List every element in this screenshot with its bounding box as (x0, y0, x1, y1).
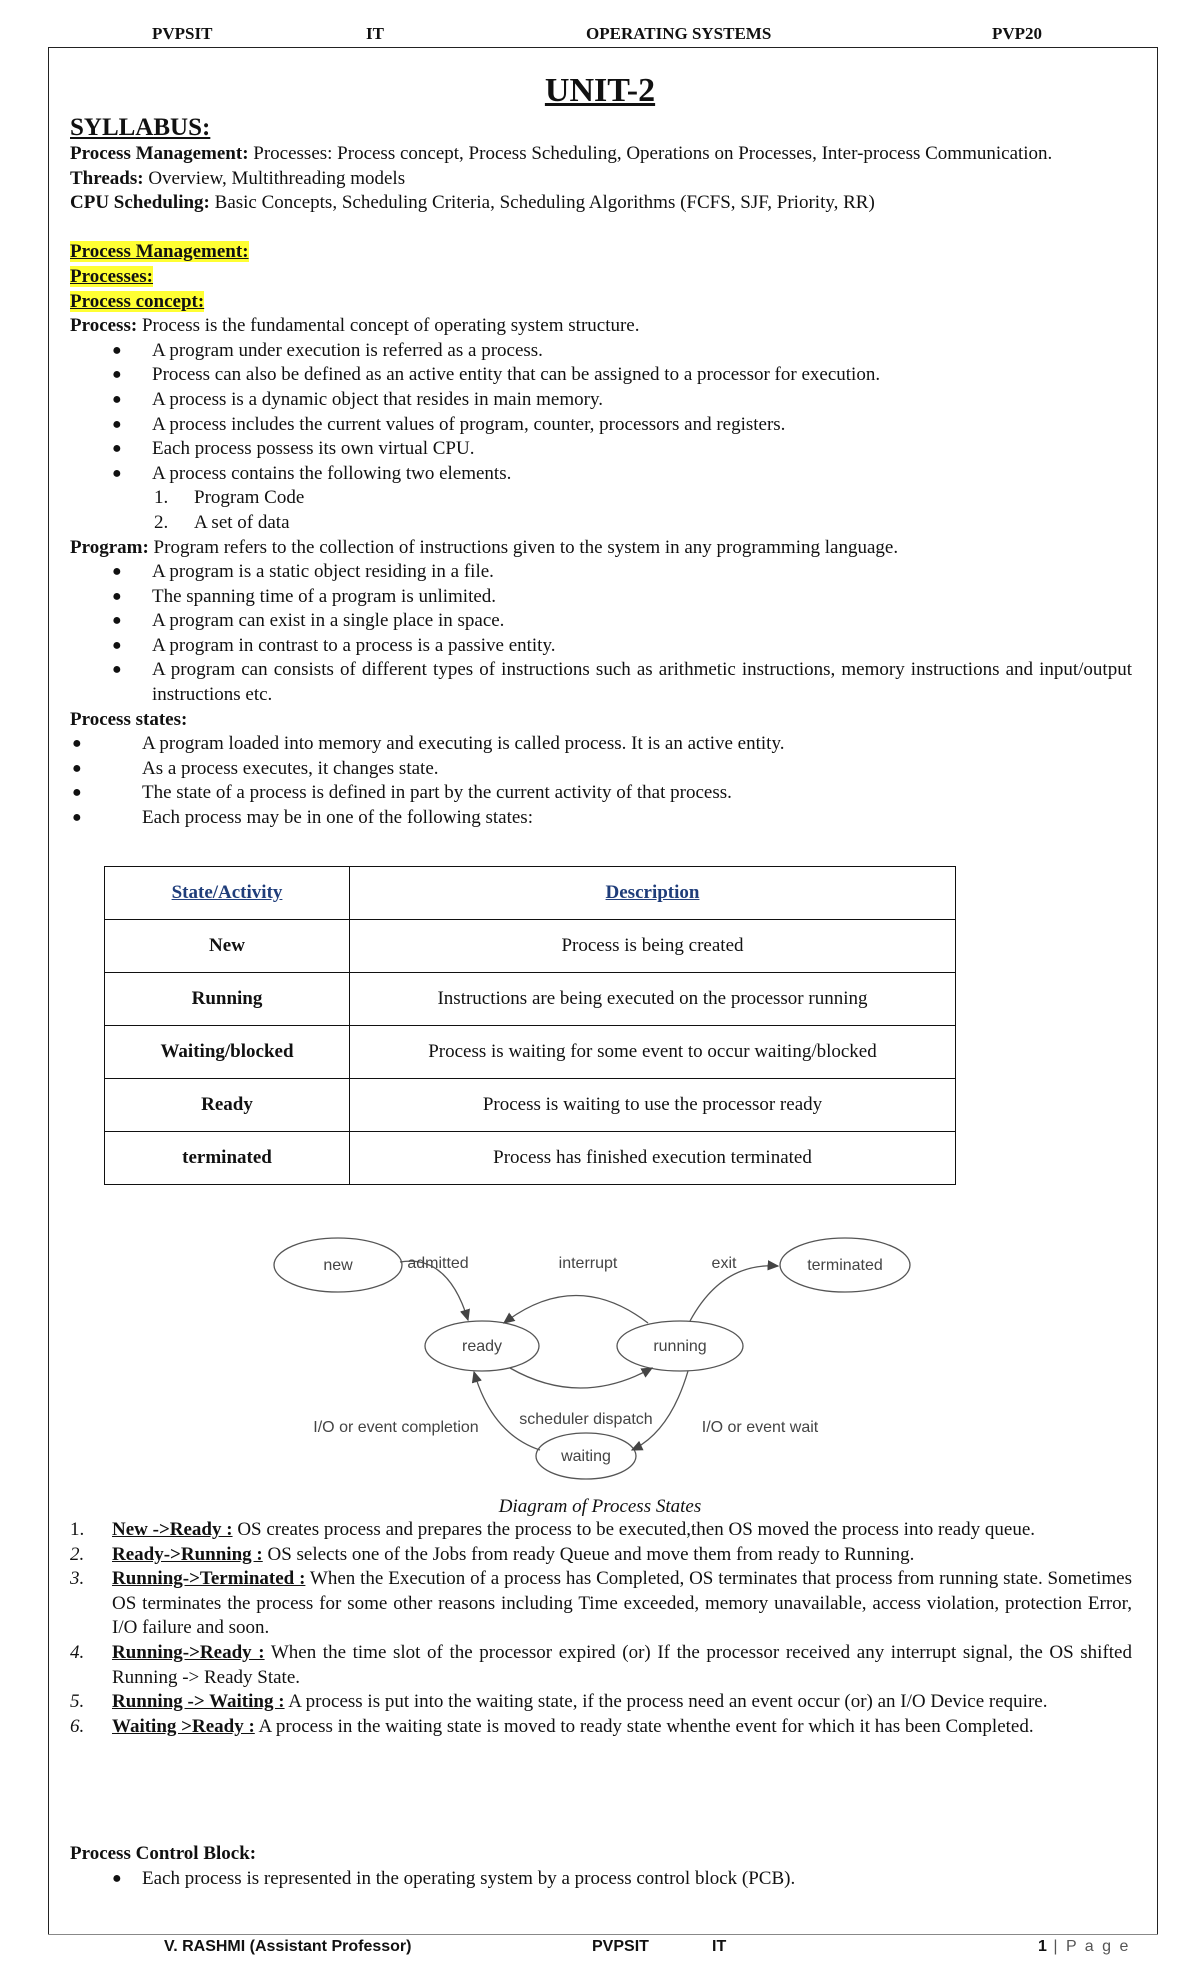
list-item: ● Each process possess its own virtual CPU. (70, 437, 1132, 462)
list-item: 3. Running->Terminated : When the Execution of a process has Completed, OS terminates that process from running state. Sometimes OS terminates the process for some other reasons including Time exceeded, memory unavailable, access violation, protection Error, I/O failure and soon. (70, 1568, 1133, 1639)
process-state-diagram (260, 1210, 940, 1500)
list-item: 1. New ->Ready : OS creates process and prepares the process to be executed,then OS moved the process into ready queue. (70, 1519, 1036, 1540)
process-bullet-list (70, 339, 1132, 487)
process-states-table (104, 866, 956, 1185)
list-item: ● The spanning time of a program is unlimited. (70, 585, 1132, 610)
header-subject: OPERATING SYSTEMS (586, 24, 772, 43)
list-item: ● A process includes the current values of program, counter, processors and registers. (70, 413, 1132, 438)
state-cell: Waiting/blocked (105, 1026, 350, 1079)
footer-rule (48, 1934, 1158, 1935)
edge-label-io-wait: I/O or event wait (701, 1419, 819, 1436)
description-cell: Process has finished execution terminated (350, 1132, 956, 1185)
list-item: ● Each process may be in one of the following states: (70, 806, 1132, 831)
edge-label-admitted: admitted (407, 1255, 469, 1272)
footer-college: PVPSIT (592, 1938, 649, 1955)
list-item: 5. Running -> Waiting : A process is put into the waiting state, if the process need an event occur (or) an I/O Device require. (70, 1691, 1048, 1713)
state-cell: Running (105, 973, 350, 1026)
table-row (105, 1026, 956, 1079)
left-border (48, 48, 49, 1934)
pcb-heading: Process Control Block: (70, 1843, 257, 1864)
program-definition: Program: Program refers to the collection of instructions given to the system in any programming language. (70, 536, 899, 558)
page-number: 1 | P a g e (1038, 1938, 1131, 1955)
spacer (70, 216, 1132, 241)
table-header-row (105, 867, 956, 920)
list-item: ● A program is a static object residing in a file. (70, 560, 1132, 585)
pcb-section (70, 1842, 1132, 1891)
heading-process-concept: Process concept: (70, 290, 205, 312)
transition-list (70, 1518, 1132, 1739)
process-states-heading: Process states: (70, 708, 188, 730)
pcb-bullet-list (70, 1867, 1132, 1892)
list-item: ● A program can consists of different types of instructions such as arithmetic instructions, memory instructions and input/output instructions etc. (70, 658, 1132, 707)
edge-label-exit: exit (711, 1255, 737, 1272)
page-header (0, 24, 1200, 48)
list-item: ● A process is a dynamic object that resides in main memory. (70, 388, 1132, 413)
edge-interrupt (504, 1296, 648, 1324)
footer-author: V. RASHMI (Assistant Professor) (164, 1938, 412, 1955)
syllabus-process-management: Process Management: Processes: Process concept, Process Scheduling, Operations on Processes, Inter-process Communication. (70, 143, 1053, 164)
list-item: ● A program loaded into memory and executing is called process. It is an active entity. (70, 732, 1132, 757)
right-border (1157, 48, 1158, 1934)
list-item: ● The state of a process is defined in part by the current activity of that process. (70, 781, 1132, 806)
header-dept: IT (366, 24, 384, 43)
process-states-list (70, 732, 1132, 830)
list-item: ● A program can exist in a single place in space. (70, 609, 1132, 634)
description-cell: Instructions are being executed on the processor running (350, 973, 956, 1026)
table-row (105, 1079, 956, 1132)
table-row (105, 920, 956, 973)
edge-label-interrupt: interrupt (558, 1255, 618, 1272)
syllabus-section (70, 114, 1132, 831)
column-header-state: State/Activity (105, 867, 350, 920)
state-cell: New (105, 920, 350, 973)
list-item: ● A program in contrast to a process is a passive entity. (70, 634, 1132, 659)
node-label-terminated: terminated (807, 1257, 883, 1274)
header-college: PVPSIT (152, 24, 213, 43)
edge-label-dispatch: scheduler dispatch (519, 1411, 653, 1428)
list-item: 6. Waiting >Ready : A process in the waiting state is moved to ready state whenthe event for which it has been Completed. (70, 1715, 1034, 1737)
diagram-caption: Diagram of Process States (498, 1496, 702, 1517)
header-rule (48, 47, 1158, 48)
syllabus-cpu-scheduling: CPU Scheduling: Basic Concepts, Scheduling Criteria, Scheduling Algorithms (FCFS, SJF, Priority, RR) (70, 192, 875, 214)
table-row (105, 1132, 956, 1185)
edge-label-io-done: I/O or event completion (313, 1419, 479, 1436)
edge-exit (690, 1266, 778, 1321)
list-item: 1. Program Code (154, 487, 305, 509)
column-header-description: Description (350, 867, 956, 920)
process-definition: Process: Process is the fundamental concept of operating system structure. (70, 315, 640, 337)
list-item: ● A process contains the following two elements. (70, 462, 1132, 487)
edge-dispatch (510, 1368, 652, 1388)
footer-dept: IT (712, 1938, 727, 1955)
list-item: 2. Ready->Running : OS selects one of the Jobs from ready Queue and move them from ready to Running. (70, 1543, 915, 1565)
list-item: 4. Running->Ready : When the time slot of the processor expired (or) If the processor received any interrupt signal, the OS shifted Running -> Ready State. (70, 1641, 1132, 1688)
node-label-new: new (323, 1257, 353, 1274)
state-cell: Ready (105, 1079, 350, 1132)
description-cell: Process is waiting to use the processor ready (350, 1079, 956, 1132)
table-row (105, 973, 956, 1026)
list-item: ● Each process is represented in the operating system by a process control block (PCB). (70, 1867, 1132, 1892)
list-item: ● Process can also be defined as an active entity that can be assigned to a processor for execution. (70, 363, 1132, 388)
description-cell: Process is waiting for some event to occur waiting/blocked (350, 1026, 956, 1079)
state-cell: terminated (105, 1132, 350, 1185)
heading-process-management: Process Management: (70, 241, 249, 263)
process-elements-list (70, 486, 1132, 535)
node-label-running: running (653, 1338, 707, 1355)
description-cell: Process is being created (350, 920, 956, 973)
heading-processes: Processes: (70, 265, 154, 287)
program-bullet-list (70, 560, 1132, 708)
syllabus-heading: SYLLABUS: (70, 114, 211, 141)
node-label-ready: ready (461, 1338, 503, 1355)
list-item: ● As a process executes, it changes state. (70, 757, 1132, 782)
syllabus-threads: Threads: Overview, Multithreading models (70, 167, 406, 189)
list-item: ● A program under execution is referred as a process. (70, 339, 1132, 364)
list-item: 2. A set of data (154, 511, 290, 533)
header-code: PVP20 (992, 24, 1043, 43)
page-title: UNIT-2 (544, 72, 656, 109)
node-label-waiting: waiting (561, 1448, 611, 1465)
